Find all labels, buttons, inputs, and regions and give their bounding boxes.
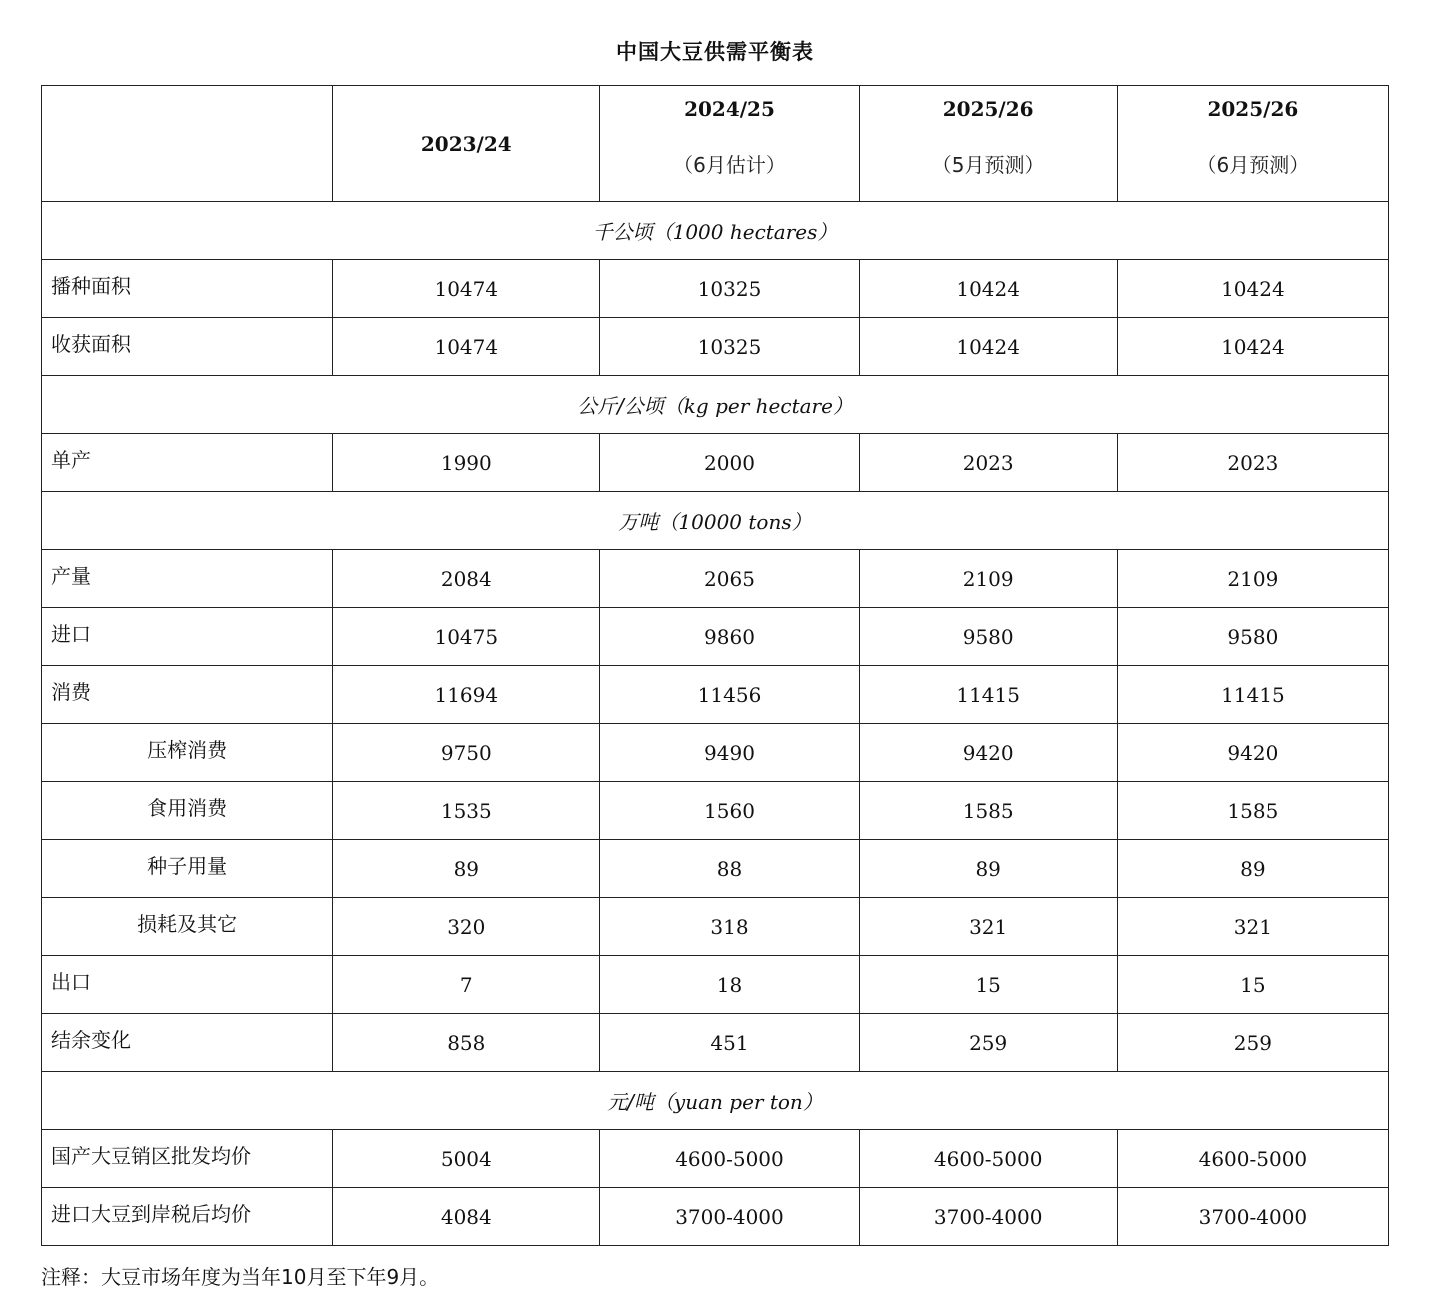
table-cell: 89 (1117, 840, 1388, 898)
row-label: 消费 (42, 666, 333, 724)
row-label: 出口 (42, 956, 333, 1014)
table-row (42, 666, 1389, 724)
row-label: 进口大豆到岸税后均价 (42, 1188, 333, 1246)
unit-zh: 元/吨 (607, 1090, 654, 1114)
table-cell: 858 (333, 1014, 600, 1072)
unit-label (42, 1072, 1389, 1130)
unit-zh: 公斤/公顷 (577, 394, 664, 418)
table-cell: 320 (333, 898, 600, 956)
table-row (42, 260, 1389, 318)
row-label: 收获面积 (42, 318, 333, 376)
header-row (42, 86, 1389, 202)
unit-en: （yuan per ton） (653, 1090, 823, 1114)
table-row (42, 434, 1389, 492)
table-cell: 259 (859, 1014, 1117, 1072)
table-cell: 9420 (859, 724, 1117, 782)
column-subtitle: （5月预测） (931, 153, 1045, 177)
unit-en: （kg per hectare） (663, 394, 853, 418)
table-cell: 4600-5000 (859, 1130, 1117, 1188)
row-label: 产量 (42, 550, 333, 608)
table-cell: 11415 (859, 666, 1117, 724)
table-cell: 2109 (859, 550, 1117, 608)
column-year: 2025/26 (1207, 97, 1299, 121)
table-cell: 2065 (600, 550, 859, 608)
table-row (42, 608, 1389, 666)
row-label: 播种面积 (42, 260, 333, 318)
table-cell: 4084 (333, 1188, 600, 1246)
table-row (42, 1188, 1389, 1246)
table-title: 中国大豆供需平衡表 (616, 40, 814, 64)
unit-en: （10000 tons） (658, 510, 812, 534)
table-cell: 1585 (859, 782, 1117, 840)
row-label: 国产大豆销区批发均价 (42, 1130, 333, 1188)
unit-label (42, 492, 1389, 550)
column-subtitle: （6月预测） (1196, 153, 1310, 177)
footnote: 注释：大豆市场年度为当年10月至下年9月。 (41, 1265, 440, 1289)
table-cell: 7 (333, 956, 600, 1014)
table-cell: 2023 (1117, 434, 1388, 492)
table-cell: 1585 (1117, 782, 1388, 840)
table-row (42, 550, 1389, 608)
table-row (42, 782, 1389, 840)
row-label: 进口 (42, 608, 333, 666)
table-row (42, 1014, 1389, 1072)
table-cell: 10424 (1117, 318, 1388, 376)
table-cell: 10424 (859, 260, 1117, 318)
row-label: 结余变化 (42, 1014, 333, 1072)
table-cell: 10474 (333, 318, 600, 376)
table-cell: 1560 (600, 782, 859, 840)
header-cell-2025-26-june (1117, 86, 1388, 202)
header-cell-2025-26-may (859, 86, 1117, 202)
table-cell: 3700-4000 (859, 1188, 1117, 1246)
table-cell: 5004 (333, 1130, 600, 1188)
table-row (42, 840, 1389, 898)
table-cell: 11415 (1117, 666, 1388, 724)
table-cell: 15 (859, 956, 1117, 1014)
table-cell: 9860 (600, 608, 859, 666)
table-cell: 15 (1117, 956, 1388, 1014)
column-year: 2023/24 (420, 131, 512, 156)
header-corner-cell (42, 86, 333, 202)
table-cell: 9750 (333, 724, 600, 782)
header-cell-2024-25 (600, 86, 859, 202)
table-row (42, 318, 1389, 376)
table-cell: 10325 (600, 318, 859, 376)
table-row (42, 724, 1389, 782)
unit-label (42, 202, 1389, 260)
supply-demand-table (41, 85, 1389, 1246)
table-cell: 4600-5000 (1117, 1130, 1388, 1188)
table-cell: 321 (1117, 898, 1388, 956)
unit-row-tons (42, 492, 1389, 550)
table-cell: 11456 (600, 666, 859, 724)
table-cell: 1535 (333, 782, 600, 840)
unit-zh: 万吨 (618, 510, 659, 534)
column-year: 2025/26 (942, 97, 1034, 121)
table-cell: 451 (600, 1014, 859, 1072)
table-cell: 9580 (859, 608, 1117, 666)
unit-row-yield (42, 376, 1389, 434)
table-cell: 10325 (600, 260, 859, 318)
table-cell: 18 (600, 956, 859, 1014)
table-cell: 10475 (333, 608, 600, 666)
table-row (42, 1130, 1389, 1188)
table-cell: 89 (333, 840, 600, 898)
table-cell: 321 (859, 898, 1117, 956)
row-label-sub: 食用消费 (42, 782, 333, 840)
table-cell: 1990 (333, 434, 600, 492)
table-cell: 88 (600, 840, 859, 898)
table-cell: 3700-4000 (600, 1188, 859, 1246)
table-row (42, 898, 1389, 956)
table-cell: 10474 (333, 260, 600, 318)
table-cell: 89 (859, 840, 1117, 898)
table-cell: 2000 (600, 434, 859, 492)
unit-row-area (42, 202, 1389, 260)
table-cell: 10424 (859, 318, 1117, 376)
row-label: 单产 (42, 434, 333, 492)
column-subtitle: （6月估计） (673, 153, 786, 177)
table-cell: 2109 (1117, 550, 1388, 608)
table-cell: 3700-4000 (1117, 1188, 1388, 1246)
table-cell: 2084 (333, 550, 600, 608)
table-cell: 259 (1117, 1014, 1388, 1072)
unit-en: （1000 hectares） (652, 220, 838, 244)
column-year: 2024/25 (684, 97, 775, 121)
table-cell: 2023 (859, 434, 1117, 492)
unit-label (42, 376, 1389, 434)
header-cell-2023-24 (333, 86, 600, 202)
row-label-sub: 损耗及其它 (42, 898, 333, 956)
table-cell: 9580 (1117, 608, 1388, 666)
table-cell: 10424 (1117, 260, 1388, 318)
table-cell: 11694 (333, 666, 600, 724)
row-label-sub: 种子用量 (42, 840, 333, 898)
unit-zh: 千公顷 (592, 220, 653, 244)
table-cell: 9490 (600, 724, 859, 782)
table-row (42, 956, 1389, 1014)
row-label-sub: 压榨消费 (42, 724, 333, 782)
table-cell: 4600-5000 (600, 1130, 859, 1188)
unit-row-price (42, 1072, 1389, 1130)
table-cell: 318 (600, 898, 859, 956)
table-cell: 9420 (1117, 724, 1388, 782)
